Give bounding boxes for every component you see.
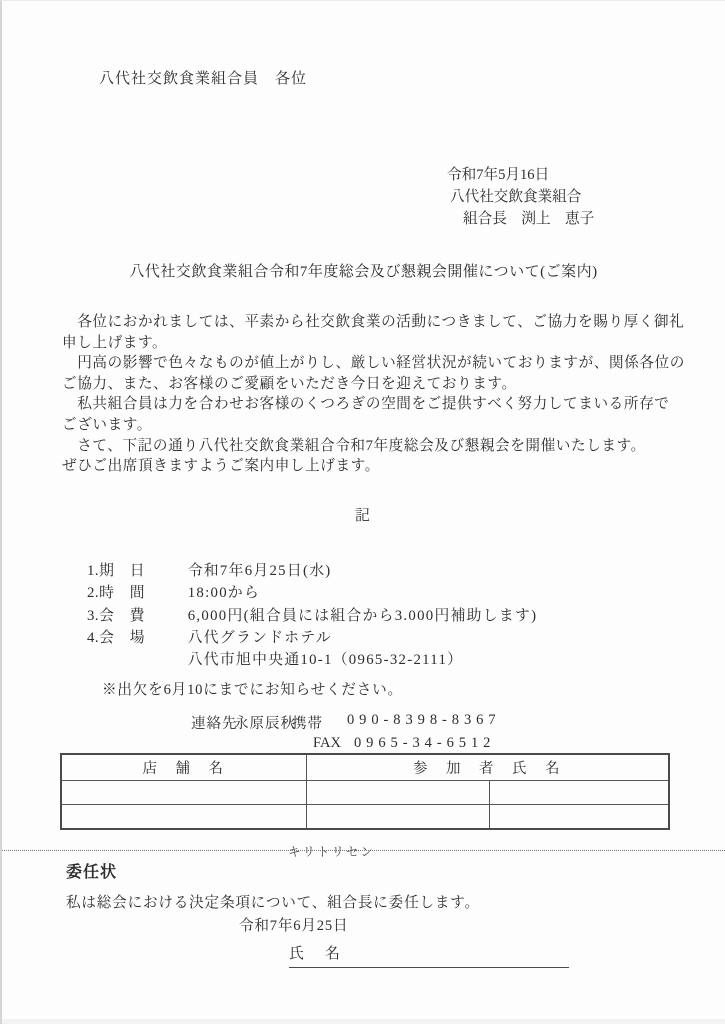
sender-organization: 八代社交飲食業組合 — [450, 189, 582, 205]
sender-person: 組合長 渕上 恵子 — [463, 211, 595, 227]
cut-line-label: キリトリセン — [288, 845, 375, 859]
reply-table-row — [61, 805, 669, 830]
detail-row-venue — [87, 627, 537, 649]
contact-row-fax — [2, 735, 725, 755]
shop-name-cell — [61, 781, 306, 805]
meeting-details — [87, 560, 537, 671]
reply-table-row — [61, 781, 669, 805]
detail-label: 4.会 場 — [87, 629, 145, 646]
letter-body — [62, 312, 687, 477]
document-title: 八代社交飲食業組合令和7年度総会及び懇親会開催について(ご案内) — [129, 264, 598, 280]
header-shop-name: 店 舗 名 — [61, 754, 306, 781]
proxy-date: 令和7年6月25日 — [239, 918, 349, 934]
participant-cell — [306, 805, 489, 830]
mobile-label: 携帯 — [292, 716, 323, 732]
rsvp-note: ※出欠を6月10にまでにお知らせください。 — [102, 682, 403, 698]
fax-number: 0965-34-6512 — [354, 735, 496, 751]
name-field-label: 氏 名 — [289, 946, 344, 962]
body-line: ございます。 — [62, 416, 152, 433]
participant-cell — [306, 781, 489, 805]
body-line: ぜひご出席頂きますようご案内申し上げます。 — [62, 458, 380, 475]
participant-cell — [489, 781, 669, 805]
detail-value: 18:00から — [187, 585, 261, 602]
detail-value: 6,000円(組合員には組合から3.000円補助します) — [187, 607, 538, 624]
contact-label: 連絡先 — [191, 716, 238, 732]
detail-value: 八代グランドホテル — [187, 629, 332, 646]
reply-table — [60, 753, 670, 830]
header-participant-names: 参 加 者 氏 名 — [306, 754, 669, 781]
contact-person: 永原辰秋 — [234, 716, 296, 732]
body-line: 申し上げます。 — [62, 334, 168, 351]
issue-date: 令和7年5月16日 — [447, 167, 550, 183]
detail-row-time — [87, 582, 537, 604]
proxy-form-title: 委任状 — [66, 864, 118, 881]
detail-label: 1.期 日 — [87, 563, 145, 579]
detail-value: 八代市旭中央通10-1（0965-32-2111） — [187, 652, 464, 669]
detail-label: 2.時 間 — [87, 585, 145, 602]
fax-label: FAX — [313, 735, 341, 751]
detail-value: 令和7年6月25日(水) — [187, 563, 332, 579]
body-line: さて、下記の通り八代社交飲食業組合令和7年度総会及び懇親会を開催いたします。 — [62, 437, 646, 454]
detail-row-date — [87, 560, 537, 582]
sender-block — [447, 164, 594, 230]
shop-name-cell — [61, 805, 306, 830]
participant-cell — [489, 805, 669, 830]
mobile-number: 090-8398-8367 — [347, 712, 501, 728]
detail-label: 3.会 費 — [87, 607, 145, 624]
contact-row-mobile — [2, 712, 725, 732]
record-marker: 記 — [354, 508, 372, 524]
body-line: 各位におかれましては、平素から社交飲食業の活動につきまして、ご協力を賜り厚く御礼 — [62, 314, 685, 330]
proxy-statement: 私は総会における決定条項について、組合長に委任します。 — [66, 895, 480, 911]
body-line: 円高の影響で色々なものが値上がりし、厳しい経営状況が続いておりますが、関係各位の — [62, 355, 685, 372]
addressee: 八代社交飲食業組合員 各位 — [99, 71, 308, 87]
reply-table-header-row — [61, 754, 669, 781]
body-line: 私共組合員は力を合わせお客様のくつろぎの空間をご提供すべく努力してまいる所存で — [62, 396, 670, 413]
body-line: ご協力、また、お客様のご愛顧をいただき今日を迎えております。 — [62, 375, 517, 392]
signature-name-field — [289, 942, 569, 968]
detail-row-venue-address — [87, 649, 537, 671]
detail-row-fee — [87, 605, 537, 627]
